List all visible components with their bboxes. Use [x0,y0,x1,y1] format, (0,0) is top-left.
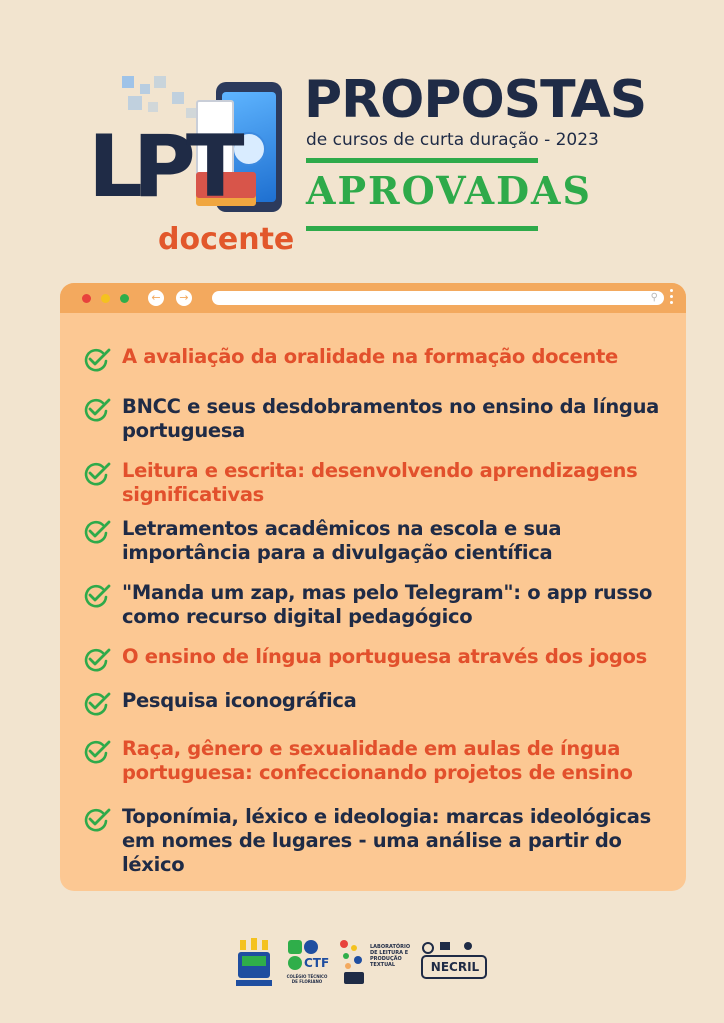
course-title: O ensino de língua portuguesa através dos jogos [122,645,647,668]
approved-stamp [306,158,592,230]
stamp-line-bottom [306,226,538,231]
logo-subtitle: docente [158,222,295,257]
logo-pixel [122,76,134,88]
search-icon[interactable]: ⚲ [650,292,658,303]
check-circle-icon [82,519,112,545]
course-title: Raça, gênero e sexualidade em aulas de íngua portuguesa: confeccionando projetos de ensino [122,737,633,784]
browser-bar [60,283,686,313]
ctf-caption: COLÉGIO TÉCNICO DE FLORIANO [286,974,328,984]
logo-pixel [128,96,142,110]
approved-label: APROVADAS [306,168,592,213]
minimize-dot[interactable] [101,294,110,303]
ctf-label: CTF [304,956,330,970]
ctf-logo [286,938,330,992]
check-circle-icon [82,691,112,717]
stamp-line-top [306,158,538,163]
courses-card [60,283,686,891]
globe-icon [232,132,266,166]
course-title: Leitura e escrita: desenvolvendo aprendizagens significativas [122,459,638,506]
logo-pixel [154,76,166,88]
back-arrow-icon[interactable]: ← [148,290,164,306]
course-title: BNCC e seus desdobramentos no ensino da língua portuguesa [122,395,660,442]
forward-arrow-icon[interactable]: → [176,290,192,306]
lab-dots-icon [338,938,368,988]
necril-label: NECRIL [430,960,480,974]
course-title: A avaliação da oralidade na formação docente [122,345,618,368]
footer-logos [234,938,494,998]
necril-logo [418,938,490,992]
kebab-menu-icon[interactable] [670,289,674,307]
logo-pixel [148,102,158,112]
check-circle-icon [82,347,112,373]
lab-label: LABORATÓRIO DE LEITURA E PRODUÇÃO TEXTUAL [370,944,411,968]
logo-pixel [172,92,184,104]
course-title: Pesquisa iconográfica [122,689,357,712]
page-title: PROPOSTAS [304,70,647,130]
lpt-docente-logo [88,72,295,262]
logo-letters: LPT [88,117,235,217]
logo-pixel [140,84,150,94]
maximize-dot[interactable] [120,294,129,303]
check-circle-icon [82,807,112,833]
check-circle-icon [82,647,112,673]
check-circle-icon [82,583,112,609]
check-circle-icon [82,461,112,487]
course-title: Letramentos acadêmicos na escola e sua importância para a divulgação científica [122,517,562,564]
ufpi-logo [234,938,274,992]
address-bar[interactable] [212,291,664,305]
close-dot[interactable] [82,294,91,303]
lab-leitura-logo [338,938,414,992]
page-subtitle: de cursos de curta duração - 2023 [306,130,599,150]
check-circle-icon [82,397,112,423]
course-title: "Manda um zap, mas pelo Telegram": o app russo como recurso digital pedagógico [122,581,653,628]
check-circle-icon [82,739,112,765]
course-title: Toponímia, léxico e ideologia: marcas ideológicas em nomes de lugares - uma análise a partir do léxico [122,805,651,876]
